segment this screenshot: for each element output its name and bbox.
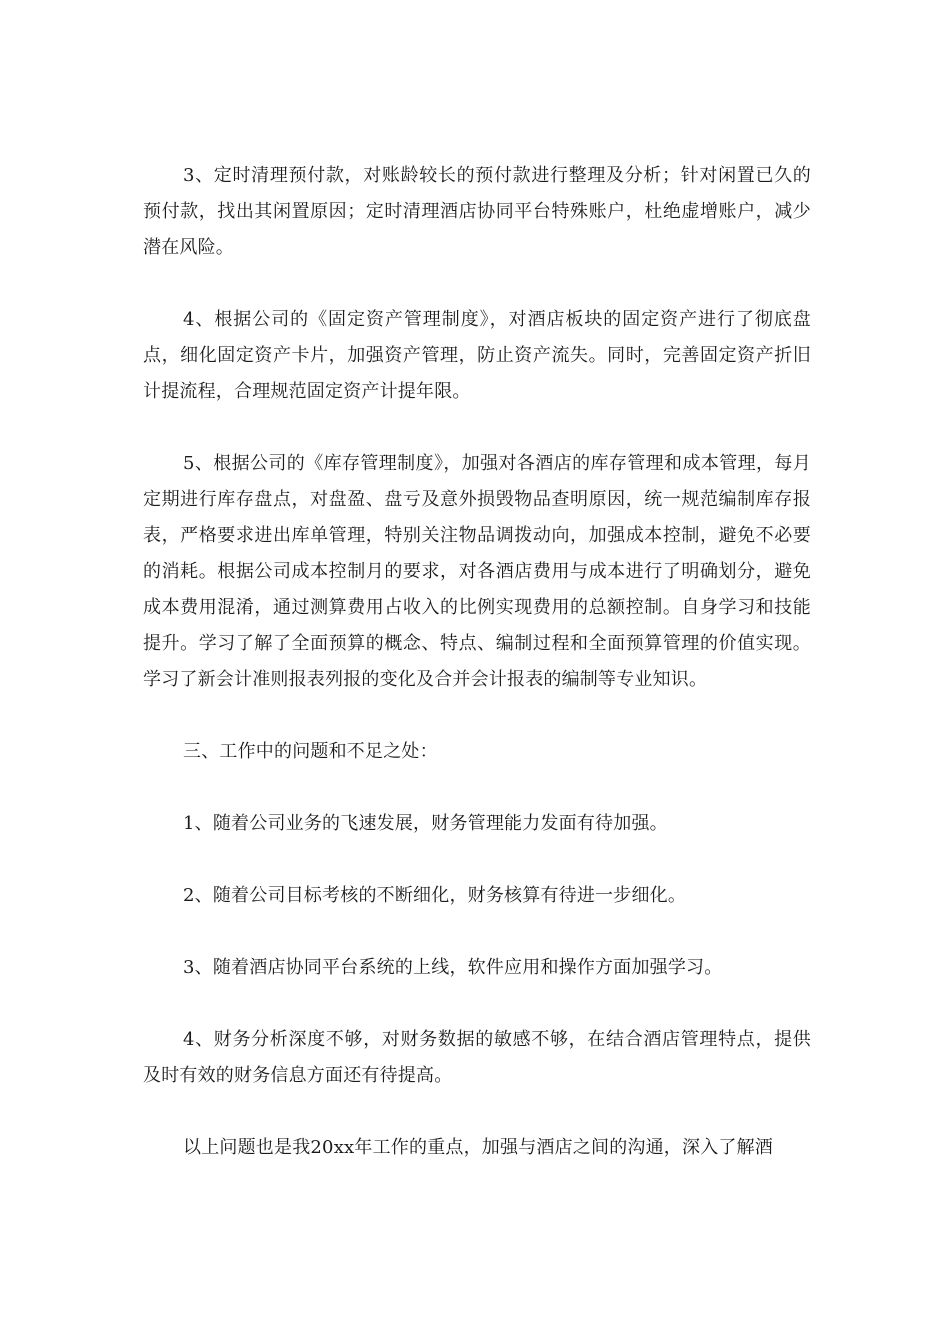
paragraph-prepayment-cleanup: 3、定时清理预付款，对账龄较长的预付款进行整理及分析；针对闲置已久的预付款，找出其闲置原因；定时清理酒店协同平台特殊账户，杜绝虚增账户，减少潜在风险。 <box>143 165 811 258</box>
section-heading-problems: 三、工作中的问题和不足之处： <box>183 741 438 762</box>
paragraph-fixed-assets: 4、根据公司的《固定资产管理制度》，对酒店板块的固定资产进行了彻底盘点，细化固定资产卡片，加强资产管理，防止资产流失。同时，完善固定资产折旧计提流程，合理规范固定资产计提年限。 <box>143 309 811 402</box>
paragraph-problem-4: 4、财务分析深度不够，对财务数据的敏感不够，在结合酒店管理特点，提供及时有效的财务信息方面还有待提高。 <box>143 1029 811 1086</box>
document-body <box>143 158 811 1166</box>
paragraph-problem-2: 2、随着公司目标考核的不断细化，财务核算有待进一步细化。 <box>183 885 687 906</box>
paragraph-next-year-focus: 以上问题也是我20xx年工作的重点，加强与酒店之间的沟通，深入了解酒 <box>183 1137 774 1158</box>
paragraph-problem-1: 1、随着公司业务的飞速发展，财务管理能力发面有待加强。 <box>183 813 668 834</box>
paragraph-inventory-management: 5、根据公司的《库存管理制度》，加强对各酒店的库存管理和成本管理，每月定期进行库存盘点，对盘盈、盘亏及意外损毁物品查明原因，统一规范编制库存报表，严格要求进出库单管理，特别关注物品调拨动向，加强成本控制，避免不必要的消耗。根据公司成本控制月的要求，对各酒店费用与成本进行了明确划分，避免成本费用混淆，通过测算费用占收入的比例实现费用的总额控制。自身学习和技能提升。学习了解了全面预算的概念、特点、编制过程和全面预算管理的价值实现。学习了新会计准则报表列报的变化及合并会计报表的编制等专业知识。 <box>143 453 811 690</box>
paragraph-problem-3: 3、随着酒店协同平台系统的上线，软件应用和操作方面加强学习。 <box>183 957 723 978</box>
